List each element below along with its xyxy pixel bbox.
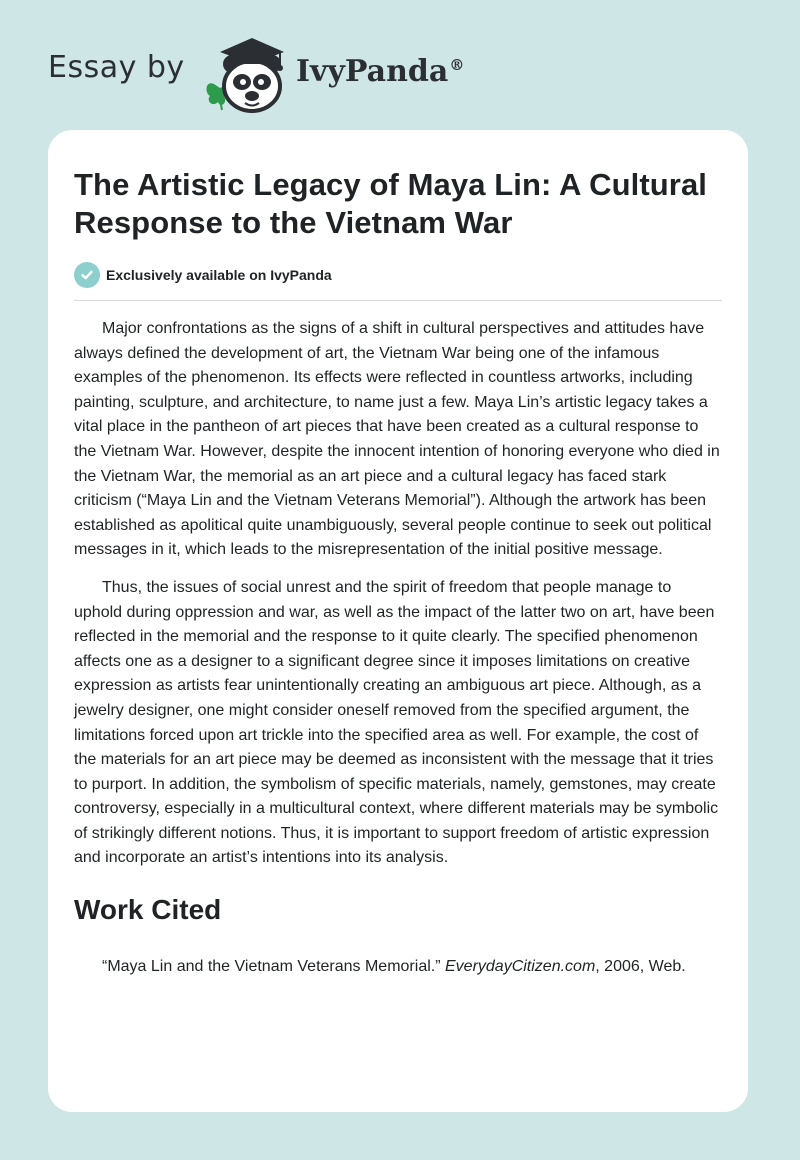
divider (74, 300, 722, 301)
works-cited-heading: Work Cited (74, 894, 222, 926)
brand-name[interactable] (296, 54, 464, 89)
citation-details: , 2006, Web. (595, 958, 686, 976)
essay-by-label: Essay by (48, 50, 185, 85)
registered-mark: ® (449, 56, 465, 74)
body-paragraph-1: Major confrontations as the signs of a shift in cultural perspectives and attitudes have always defined the development of art, the Vietnam War being one of the infamous examples of the phenomenon. Its effects were reflected in countless artworks, including painting, sculpture, and architecture, to name just a few. Maya Lin’s artistic legacy takes a vital place in the pantheon of art pieces that have been created as a cultural response to the Vietnam War. However, despite the innocent intention of honoring everyone who died in the Vietnam War, the memorial as an art piece and a cultural legacy has faced stark criticism (“Maya Lin and the Vietnam Veterans Memorial”). Although the artwork has been established as apolitical quite unambiguously, several people continue to seek out political messages in it, which leads to the misrepresentation of the initial positive message. (74, 320, 720, 559)
citation-entry (102, 955, 722, 979)
exclusive-label: Exclusively available on IvyPanda (106, 267, 332, 283)
check-icon (74, 262, 100, 288)
essay-content (74, 166, 722, 979)
essay-card (48, 130, 748, 1112)
ivypanda-logo-icon[interactable] (200, 30, 294, 114)
citation-title: “Maya Lin and the Vietnam Veterans Memorial.” (102, 958, 441, 976)
site-header (48, 28, 508, 118)
brand-name-text: IvyPanda (296, 54, 449, 89)
page-title: The Artistic Legacy of Maya Lin: A Cultural Response to the Vietnam War (74, 167, 708, 240)
body-paragraph-2: Thus, the issues of social unrest and the spirit of freedom that people manage to uphold during oppression and war, as well as the impact of the latter two on art, have been reflected in the memorial and the response to it quite clearly. The specified phenomenon affects one as a designer to a significant degree since it imposes limitations on creative expression as artists fear unintentionally creating an ambiguous art piece. Although, as a jewelry designer, one might consider oneself removed from the specified argument, the limitations forced upon art trickle into the specified area as well. For example, the cost of the materials for an art piece may be deemed as inconsistent with the message that it tries to purport. In addition, the symbolism of specific materials, namely, gemstones, may create controversy, especially in a multicultural context, where different materials may be symbolic of strikingly different notions. Thus, it is important to support freedom of artistic expression and incorporate an artist’s intentions into its analysis. (74, 578, 719, 867)
citation-source: EverydayCitizen.com (445, 958, 596, 976)
exclusive-badge (74, 262, 722, 288)
